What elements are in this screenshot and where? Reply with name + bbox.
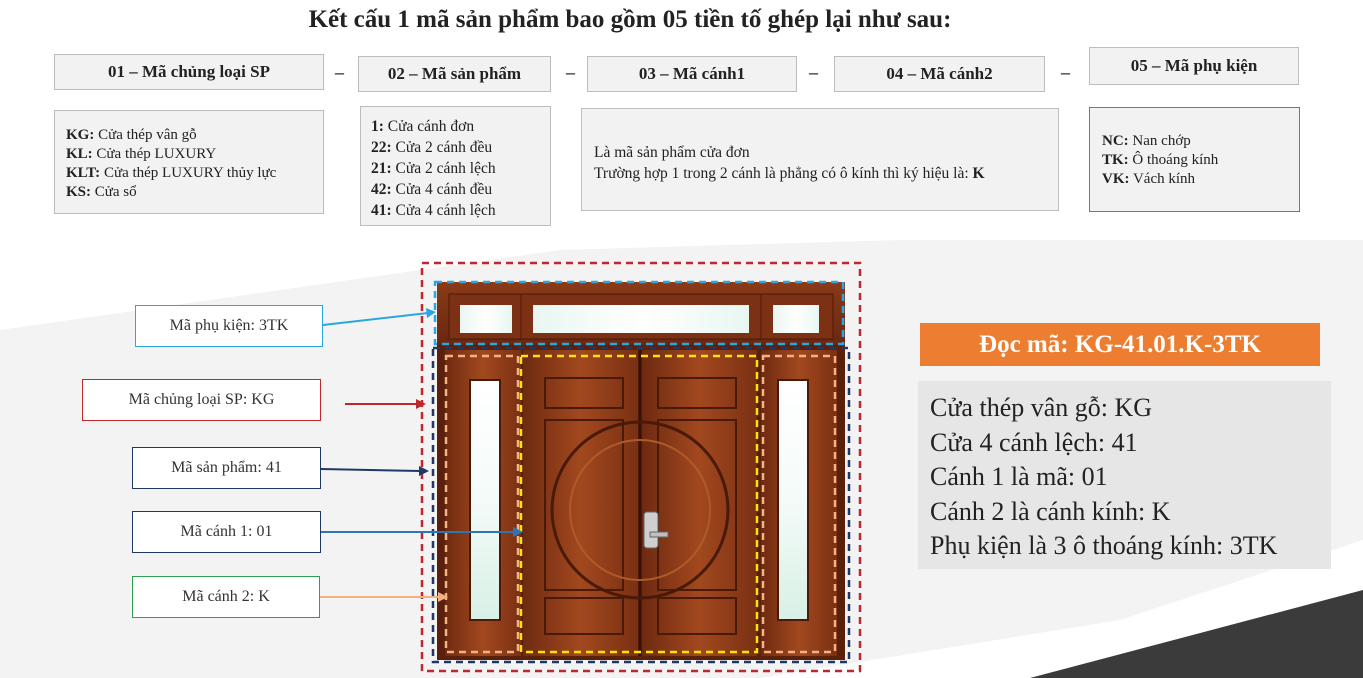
decode-title: Đọc mã: KG-41.01.K-3TK xyxy=(920,323,1320,366)
label-phu-kien: Mã phụ kiện: 3TK xyxy=(135,305,323,347)
list-item: KS: Cửa sổ xyxy=(66,184,137,200)
separator-4: – xyxy=(1061,62,1070,82)
decode-line: Cánh 1 là mã: 01 xyxy=(930,462,1108,491)
decode-line: Phụ kiện là 3 ô thoáng kính: 3TK xyxy=(930,531,1278,560)
transom-glass-center xyxy=(533,305,749,333)
door-leaf-left xyxy=(523,350,638,656)
list-item: VK: Vách kính xyxy=(1102,171,1196,187)
decode-line: Cửa 4 cánh lệch: 41 xyxy=(930,427,1138,457)
door-handle xyxy=(650,532,668,537)
header-canh2: 04 – Mã cánh2 xyxy=(834,56,1045,92)
door-leaf-right xyxy=(642,350,757,656)
header-san-pham: 02 – Mã sản phẩm xyxy=(358,56,551,92)
list-item: 22: Cửa 2 cánh đều xyxy=(371,139,493,156)
list-item: KLT: Cửa thép LUXURY thủy lực xyxy=(66,165,277,181)
list-item: TK: Ô thoáng kính xyxy=(1102,152,1219,168)
transom-glass-left xyxy=(460,305,512,333)
list-item: NC: Nan chớp xyxy=(1102,133,1191,149)
transom-glass-right xyxy=(773,305,819,333)
side-glass-left xyxy=(470,380,500,620)
label-canh1: Mã cánh 1: 01 xyxy=(132,511,321,553)
door-lock xyxy=(644,512,658,548)
description-line-2: Trường hợp 1 trong 2 cánh là phẳng có ô kính thì ký hiệu là: K xyxy=(594,165,985,182)
header-chung-loai: 01 – Mã chủng loại SP xyxy=(54,54,324,90)
description-line-1: Là mã sản phẩm cửa đơn xyxy=(594,144,750,161)
separator-2: – xyxy=(566,62,575,82)
separator-1: – xyxy=(335,62,344,82)
header-phu-kien: 05 – Mã phụ kiện xyxy=(1089,47,1299,85)
label-canh2: Mã cánh 2: K xyxy=(132,576,320,618)
separator-3: – xyxy=(809,62,818,82)
list-item: KG: Cửa thép vân gỗ xyxy=(66,127,197,143)
decode-box xyxy=(918,381,1331,569)
arrow-san-pham xyxy=(321,466,429,476)
list-item: 21: Cửa 2 cánh lệch xyxy=(371,160,496,177)
list-item: 1: Cửa cánh đơn xyxy=(371,118,475,135)
label-chung-loai: Mã chủng loại SP: KG xyxy=(82,379,321,421)
header-canh1: 03 – Mã cánh1 xyxy=(587,56,797,92)
page-title: Kết cấu 1 mã sản phẩm bao gồm 05 tiền tố ghép lại như sau: xyxy=(308,6,952,33)
list-item: 42: Cửa 4 cánh đều xyxy=(371,181,493,198)
side-glass-right xyxy=(778,380,808,620)
arrow-phu-kien xyxy=(323,308,436,325)
arrow-chung-loai xyxy=(345,399,426,409)
list-item: KL: Cửa thép LUXURY xyxy=(66,146,217,162)
list-item: 41: Cửa 4 cánh lệch xyxy=(371,202,496,219)
decode-line: Cánh 2 là cánh kính: K xyxy=(930,496,1171,526)
label-san-pham: Mã sản phẩm: 41 xyxy=(132,447,321,489)
arrow-canh2 xyxy=(320,592,448,602)
decode-line: Cửa thép vân gỗ: KG xyxy=(930,393,1153,422)
